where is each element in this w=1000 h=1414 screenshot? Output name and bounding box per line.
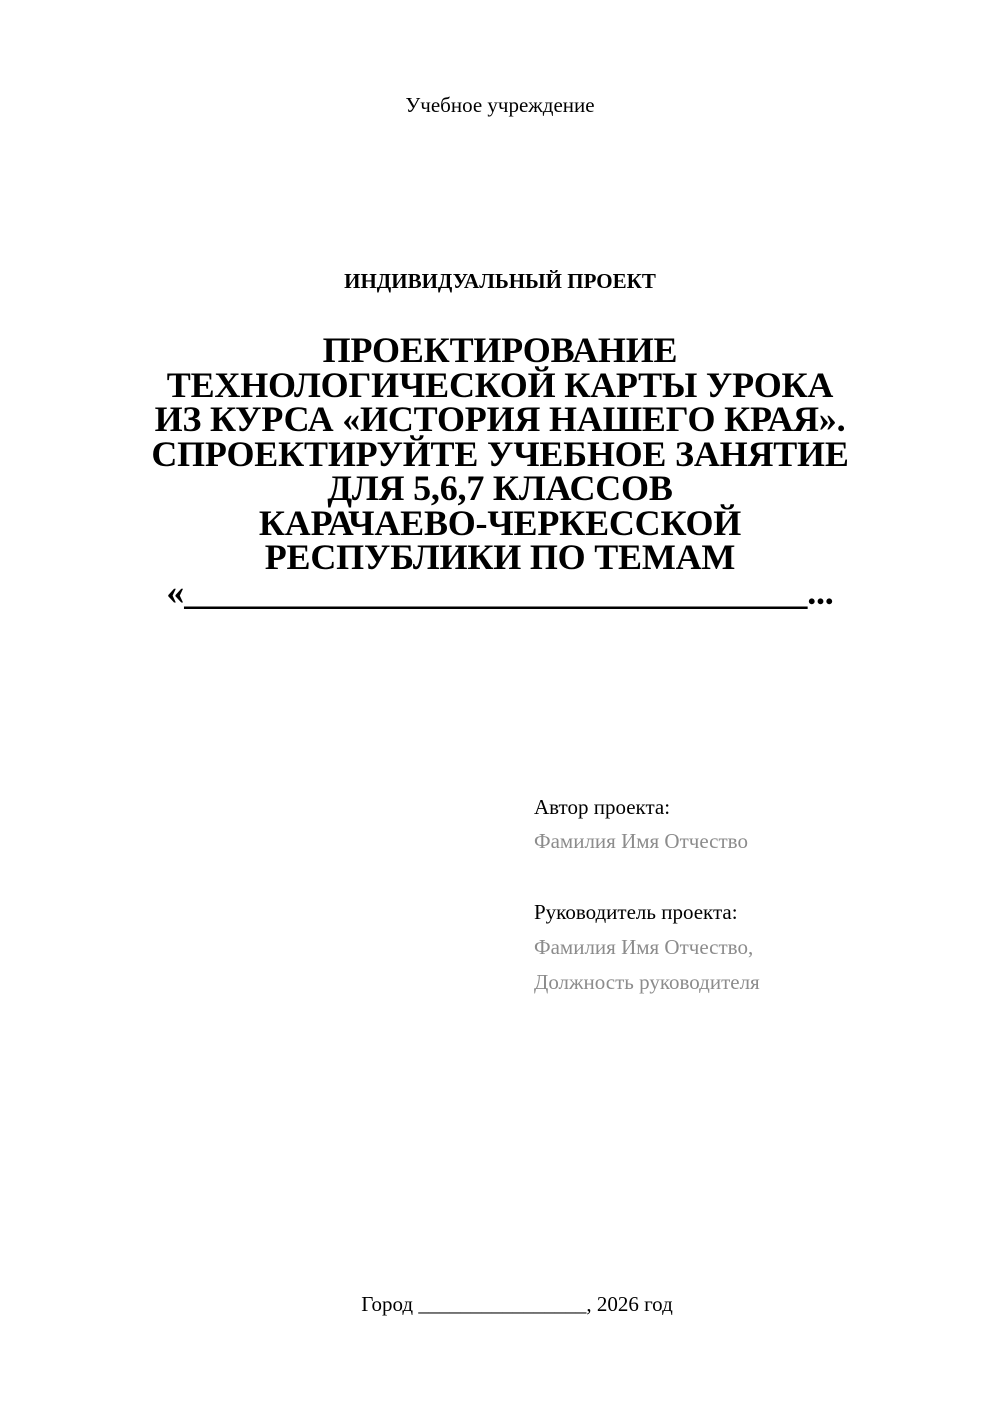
author-name-placeholder: Фамилия Имя Отчество bbox=[534, 829, 748, 853]
title-line: РЕСПУБЛИКИ ПО ТЕМАМ bbox=[264, 537, 736, 577]
title-topic-blank: «___________________________________... bbox=[166, 571, 834, 612]
title-line: ПРОЕКТИРОВАНИЕ bbox=[322, 330, 678, 370]
title-line: СПРОЕКТИРУЙТЕ УЧЕБНОЕ ЗАНЯТИЕ bbox=[151, 433, 849, 474]
supervisor-block bbox=[534, 895, 974, 1000]
supervisor-position-placeholder: Должность руководителя bbox=[534, 970, 760, 994]
project-type-heading: ИНДИВИДУАЛЬНЫЙ ПРОЕКТ bbox=[344, 269, 656, 293]
supervisor-name-placeholder: Фамилия Имя Отчество, bbox=[534, 935, 754, 959]
author-label: Автор проекта: bbox=[534, 795, 671, 819]
supervisor-label: Руководитель проекта: bbox=[534, 900, 738, 924]
city-year-line: Город ________________, 2026 год bbox=[361, 1292, 673, 1316]
institution-name: Учебное учреждение bbox=[405, 93, 595, 117]
title-line: КАРАЧАЕВО-ЧЕРКЕССКОЙ bbox=[258, 502, 742, 543]
title-line: ТЕХНОЛОГИЧЕСКОЙ КАРТЫ УРОКА bbox=[166, 364, 834, 405]
title-line: ДЛЯ 5,6,7 КЛАССОВ bbox=[327, 468, 673, 508]
author-block bbox=[534, 790, 974, 858]
title-line: ИЗ КУРСА «ИСТОРИЯ НАШЕГО КРАЯ». bbox=[154, 399, 846, 439]
project-title bbox=[0, 330, 1000, 612]
